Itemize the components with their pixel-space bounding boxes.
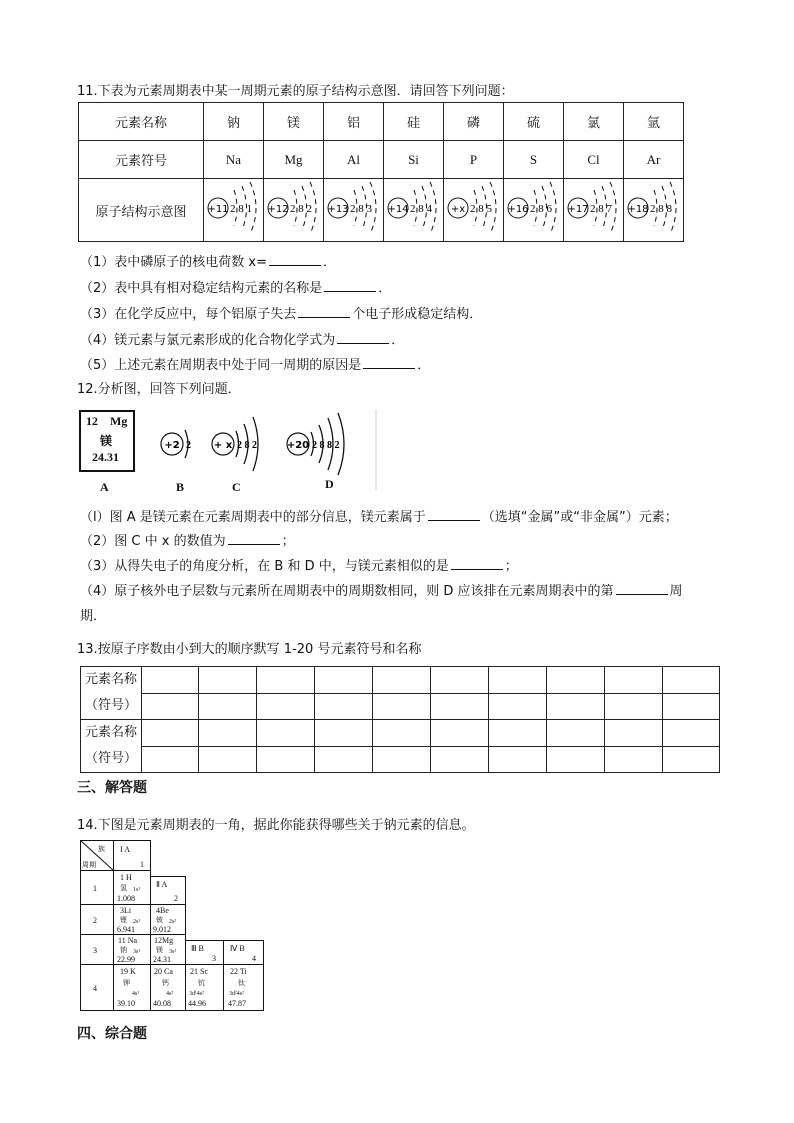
question-text: （2）图 C 中 x 的数值为: [80, 534, 226, 549]
answer-blank[interactable]: [228, 532, 280, 545]
nucleus-charge: +17: [566, 204, 589, 215]
nucleus-charge: +13: [326, 204, 349, 215]
atom-diagram-cell: [624, 179, 684, 242]
cell-mass: 24.31: [153, 955, 171, 964]
atom-diagram-ar: [625, 179, 683, 237]
q11-sub-1: [80, 251, 336, 270]
answer-cell[interactable]: [489, 720, 547, 747]
answer-cell[interactable]: [373, 746, 431, 773]
nucleus-charge: +2: [164, 440, 180, 451]
shell-electrons: 2 8 8: [649, 203, 672, 215]
cell-name: 钠: [120, 946, 127, 954]
question-text: （3）在化学反应中，每个铝原子失去: [80, 307, 297, 322]
group-roman: I A: [120, 845, 130, 854]
question-text: （5）上述元素在周期表中处于同一周期的原因是: [80, 358, 362, 373]
answer-blank[interactable]: [337, 331, 389, 344]
q11-sub-5: [80, 354, 430, 373]
cell-name: 钪: [198, 979, 205, 987]
atom-diagram-c: [212, 417, 258, 471]
label-b: B: [176, 480, 185, 494]
answer-cell[interactable]: [199, 720, 257, 747]
label-line-1: 元素名称: [84, 725, 137, 740]
cell-mass: 22.99: [117, 955, 135, 964]
question-text: 个电子形成稳定结构．: [352, 307, 483, 322]
element-symbol: Cl: [564, 141, 624, 179]
answer-cell[interactable]: [547, 720, 605, 747]
element-symbol: P: [444, 141, 504, 179]
element-name: 硅: [384, 103, 444, 141]
atom-diagram-cell: [384, 179, 444, 242]
q11-title: 11.下表为元素周期表中某一周期元素的原子结构示意图．请回答下列问题：: [77, 84, 514, 99]
answer-cell[interactable]: [257, 667, 315, 694]
row-label: [81, 667, 142, 720]
atomic-structure-table: [78, 102, 684, 242]
cell-mass: 40.08: [153, 999, 171, 1008]
cell-mass: 44.96: [188, 999, 206, 1008]
answer-cell[interactable]: [315, 720, 373, 747]
answer-cell[interactable]: [605, 667, 663, 694]
answer-cell[interactable]: [547, 746, 605, 773]
shell-electrons: 2 8 6: [529, 203, 552, 215]
cell-config: 1s¹: [133, 887, 141, 893]
atom-diagram-na: [205, 179, 263, 237]
answer-cell[interactable]: [142, 746, 199, 773]
answer-cell[interactable]: [257, 746, 315, 773]
answer-blank[interactable]: [616, 582, 668, 595]
atom-diagram-cl: [565, 179, 623, 237]
cell-name: 钙: [162, 979, 169, 987]
question-text: 周: [669, 584, 683, 599]
q12-title: 12.分析图，回答下列问题．: [77, 382, 241, 397]
period-num: 1: [93, 884, 97, 893]
answer-cell[interactable]: [547, 693, 605, 720]
atom-diagram-si: [385, 179, 443, 237]
element-symbol: Al: [324, 141, 384, 179]
atom-diagram-cell: [324, 179, 384, 242]
question-text: （1）表中磷原子的核电荷数 x=: [80, 255, 267, 270]
cell-mass: 47.87: [228, 999, 246, 1008]
answer-blank[interactable]: [324, 279, 376, 292]
periodic-table-corner: [80, 840, 266, 1012]
shell-electrons: 2 8 4: [409, 203, 432, 215]
cell-config: 3d¹4s²: [189, 991, 204, 997]
atom-diagram-cell: [204, 179, 264, 242]
nucleus-charge: +18: [626, 204, 649, 215]
section-heading-3: 三、解答题: [77, 780, 147, 796]
atom-diagram-cell: [504, 179, 564, 242]
label-line-1: 元素名称: [84, 672, 137, 687]
q14-title: 14.下图是元素周期表的一角，据此你能获得哪些关于钠元素的信息。: [77, 818, 475, 833]
cell-top: 21 Sc: [190, 967, 208, 976]
question-text: ．: [391, 333, 405, 348]
element-symbol: Ar: [624, 141, 684, 179]
answer-blank[interactable]: [298, 305, 350, 318]
q12-sub-1: [80, 506, 678, 525]
cell-name: 锂: [120, 916, 127, 924]
question-text: ；: [504, 559, 518, 574]
cell-config: 2s²: [169, 919, 177, 925]
nucleus-charge: +14: [386, 204, 409, 215]
group-roman: Ⅲ B: [191, 944, 204, 953]
question-text: ．: [323, 255, 337, 270]
atom-diagram-s: [505, 179, 563, 237]
group-roman: Ⅱ A: [156, 880, 168, 889]
label-line-2: （符号）: [84, 751, 137, 766]
card-mass: 24.31: [92, 450, 119, 464]
question-text: （选填“金属”或“非金属”）元素；: [481, 510, 678, 525]
cell-mass: 6.941: [117, 925, 135, 934]
cell-name: 铍: [156, 916, 163, 924]
question-text: （4）镁元素与氯元素形成的化合物化学式为: [80, 333, 336, 348]
answer-cell[interactable]: [605, 693, 663, 720]
atom-diagram-d: [287, 413, 344, 475]
answer-cell[interactable]: [605, 746, 663, 773]
answer-cell[interactable]: [489, 693, 547, 720]
atom-diagram-b: [161, 430, 191, 458]
group-num: 1: [140, 860, 144, 869]
nucleus-charge: +16: [506, 204, 529, 215]
shell-electrons: 2 8 2: [237, 440, 257, 451]
answer-cell[interactable]: [431, 746, 489, 773]
label-d: D: [325, 477, 334, 491]
answer-cell[interactable]: [257, 693, 315, 720]
answer-cell[interactable]: [373, 667, 431, 694]
element-name: 钠: [204, 103, 264, 141]
nucleus-charge: +20: [286, 440, 310, 451]
answer-blank[interactable]: [269, 253, 321, 266]
answer-blank[interactable]: [428, 508, 480, 521]
row-header-symbol: 元素符号: [79, 141, 204, 179]
cell-top: 22 Ti: [230, 967, 247, 976]
cell-top: 4Be: [156, 906, 169, 915]
cell-top: 11 Na: [118, 936, 138, 945]
cell-config: 2s¹: [133, 919, 141, 925]
label-line-2: （符号）: [84, 698, 137, 713]
question-text: ．: [378, 281, 392, 296]
element-name: 氩: [624, 103, 684, 141]
answer-cell[interactable]: [431, 693, 489, 720]
question-text: ．: [417, 358, 431, 373]
answer-cell[interactable]: [199, 693, 257, 720]
cell-name: 钾: [123, 979, 130, 987]
q12-sub-2: [80, 530, 295, 549]
answer-cell[interactable]: [489, 667, 547, 694]
answer-cell[interactable]: [373, 693, 431, 720]
atom-diagram-cell: [264, 179, 324, 242]
question-text: ；: [281, 534, 295, 549]
cell-mass: 1.008: [117, 894, 135, 903]
cell-top: 20 Ca: [154, 967, 173, 976]
cell-name: 镁: [156, 946, 163, 954]
row-header-name: 元素名称: [79, 103, 204, 141]
element-name: 铝: [324, 103, 384, 141]
q12-atom-diagrams: [130, 410, 380, 490]
answer-cell[interactable]: [142, 720, 199, 747]
label-c: C: [232, 480, 241, 494]
shell-electrons: 2: [186, 440, 191, 451]
answer-cell[interactable]: [663, 667, 720, 694]
element-name: 硫: [504, 103, 564, 141]
q11-sub-4: [80, 329, 404, 348]
answer-cell[interactable]: [663, 746, 720, 773]
group-num: 4: [252, 954, 256, 963]
atom-diagram-p: [445, 179, 503, 237]
cell-mass: 39.10: [117, 999, 135, 1008]
cell-top: 1 H: [120, 873, 132, 882]
shell-electrons: 2 8 5: [469, 203, 492, 215]
cell-name: 氢: [120, 884, 127, 892]
answer-cell[interactable]: [663, 693, 720, 720]
card-name: 镁: [100, 434, 113, 448]
element-symbol: Na: [204, 141, 264, 179]
cell-config: 4s¹: [132, 991, 140, 997]
nucleus-charge: + x: [213, 440, 233, 451]
atom-diagram-mg: [265, 179, 323, 237]
q12-sub-3: [80, 555, 518, 574]
element-name: 氯: [564, 103, 624, 141]
nucleus-charge: +11: [206, 204, 229, 215]
question-text: （3）从得失电子的角度分析，在 B 和 D 中，与镁元素相似的是: [80, 559, 449, 574]
q12-sub-4: [80, 580, 683, 599]
answer-cell[interactable]: [315, 746, 373, 773]
answer-cell[interactable]: [431, 667, 489, 694]
element-writing-table: [80, 666, 720, 773]
nucleus-charge: +x: [450, 204, 465, 215]
cell-config: 4s²: [166, 991, 174, 997]
answer-cell[interactable]: [315, 667, 373, 694]
answer-cell[interactable]: [663, 720, 720, 747]
shell-electrons: 2 8 3: [349, 203, 372, 215]
element-symbol: Si: [384, 141, 444, 179]
answer-cell[interactable]: [199, 746, 257, 773]
corner-group-label: 族: [98, 845, 105, 853]
answer-cell[interactable]: [373, 720, 431, 747]
shell-electrons: 2 8 8 2: [312, 440, 340, 451]
answer-blank[interactable]: [451, 557, 503, 570]
atom-diagram-cell: [564, 179, 624, 242]
nucleus-charge: +12: [266, 204, 289, 215]
cell-top: 3Li: [120, 906, 132, 915]
answer-cell[interactable]: [431, 720, 489, 747]
card-number: 12: [86, 414, 98, 428]
element-card-mg: [79, 410, 135, 472]
answer-cell[interactable]: [547, 667, 605, 694]
cell-mass: 9.012: [153, 925, 171, 934]
q11-sub-2: [80, 277, 391, 296]
cell-config: 3s¹: [133, 949, 141, 955]
shell-electrons: 2 8 7: [589, 203, 612, 215]
answer-cell[interactable]: [315, 693, 373, 720]
question-text: 期．: [80, 609, 107, 624]
element-symbol: S: [504, 141, 564, 179]
answer-cell[interactable]: [489, 746, 547, 773]
answer-cell[interactable]: [605, 720, 663, 747]
q12-sub-4-cont: [80, 605, 106, 624]
group-num: 3: [212, 954, 216, 963]
card-symbol: Mg: [110, 414, 128, 428]
cell-top: 19 K: [120, 967, 136, 976]
row-header-diagram: 原子结构示意图: [79, 179, 204, 242]
period-num: 4: [93, 984, 97, 993]
q11-sub-3: [80, 303, 482, 322]
answer-blank[interactable]: [363, 356, 415, 369]
cell-name: 钛: [238, 979, 245, 987]
atom-diagram-cell: [444, 179, 504, 242]
corner-period-label: 周期: [82, 861, 96, 869]
label-a: A: [100, 480, 109, 494]
group-roman: Ⅳ B: [230, 944, 245, 953]
cell-top: 12Mg: [154, 936, 174, 945]
answer-cell[interactable]: [142, 693, 199, 720]
q13-title: 13.按原子序数由小到大的顺序默写 1-20 号元素符号和名称: [77, 642, 422, 657]
period-num: 2: [93, 916, 97, 925]
cell-config: 3s²: [169, 949, 177, 955]
period-num: 3: [93, 946, 97, 955]
atom-diagram-al: [325, 179, 383, 237]
section-heading-4: 四、综合题: [77, 1026, 147, 1042]
question-text: （4）原子核外电子层数与元素所在周期表中的周期数相同，则 D 应该排在元素周期表中的第: [80, 584, 614, 599]
answer-cell[interactable]: [199, 667, 257, 694]
element-symbol: Mg: [264, 141, 324, 179]
question-text: （l）图 A 是镁元素在元素周期表中的部分信息，镁元素属于: [80, 510, 426, 525]
row-label: [81, 720, 142, 773]
cell-config: 3d²4s²: [229, 991, 244, 997]
answer-cell[interactable]: [142, 667, 199, 694]
element-name: 磷: [444, 103, 504, 141]
group-num: 2: [174, 894, 178, 903]
answer-cell[interactable]: [257, 720, 315, 747]
shell-electrons: 2 8 2: [289, 203, 312, 215]
shell-electrons: 2 8 1: [229, 203, 252, 215]
element-name: 镁: [264, 103, 324, 141]
question-text: （2）表中具有相对稳定结构元素的名称是: [80, 281, 323, 296]
